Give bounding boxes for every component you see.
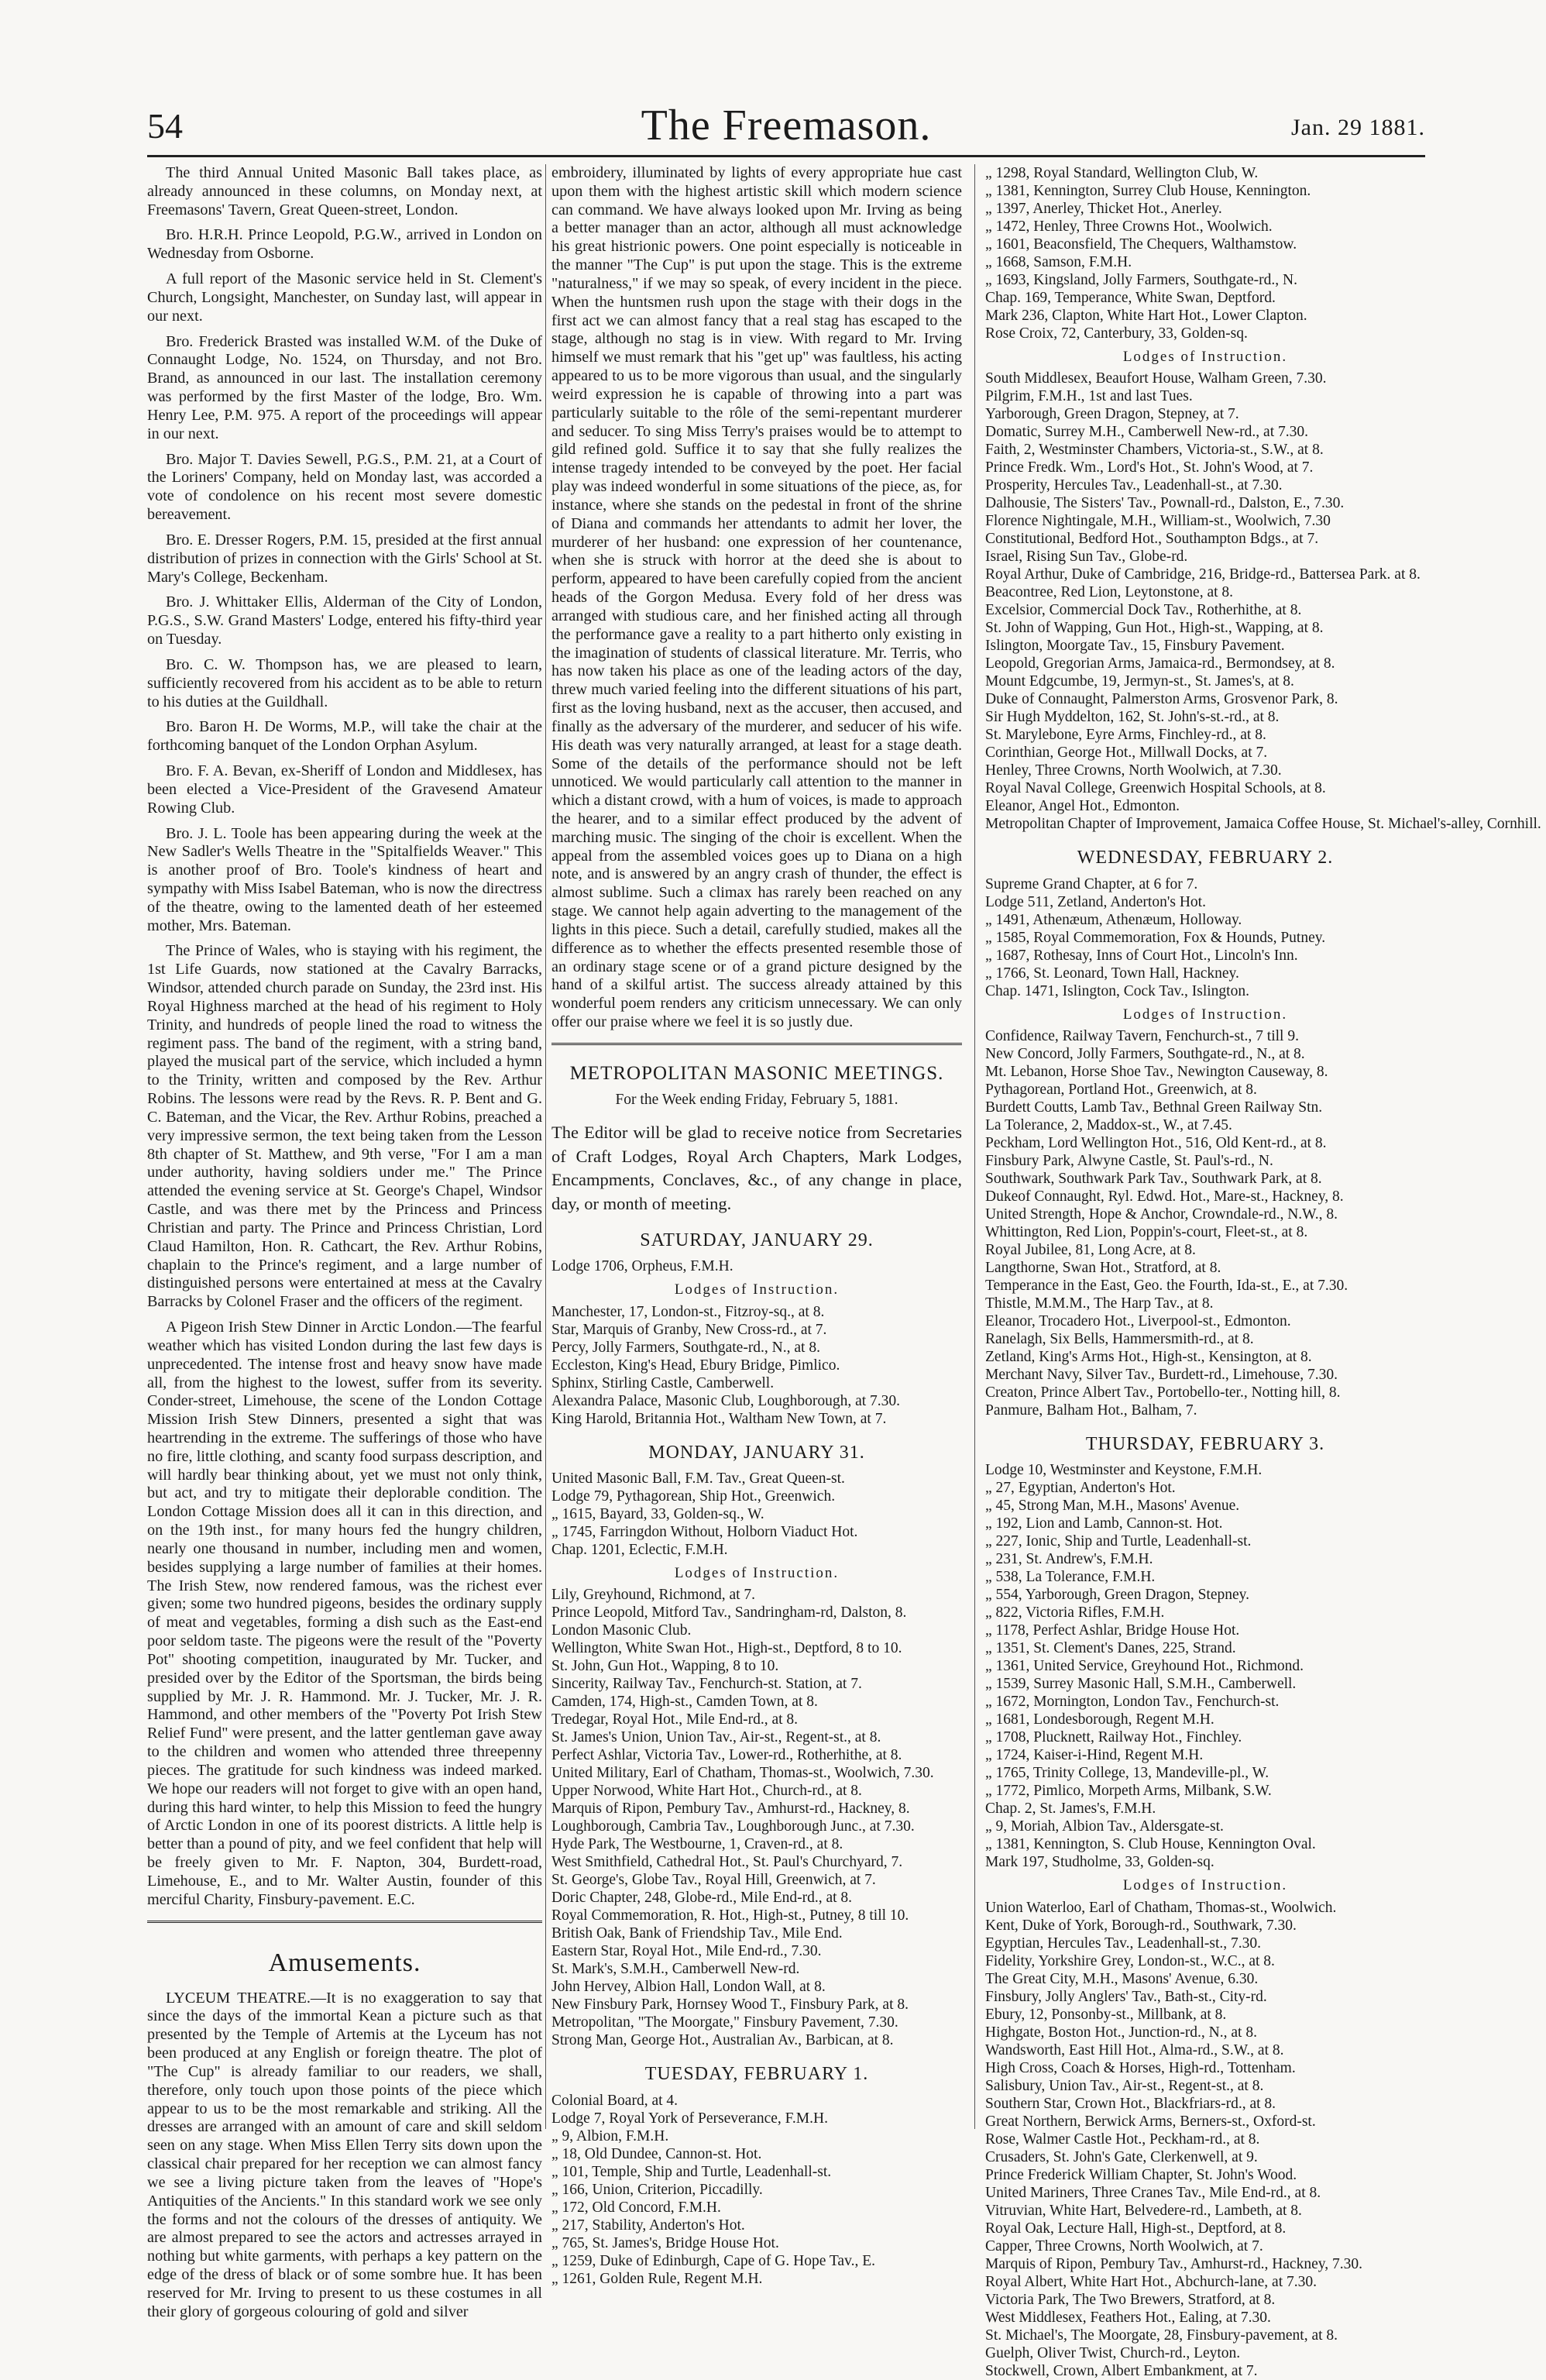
day-heading: THURSDAY, FEBRUARY 3.	[1085, 1434, 1325, 1455]
list-item: „ 9, Moriah, Albion Tav., Aldersgate-st.	[985, 1818, 1224, 1835]
amusements-title: Amusements.	[268, 1948, 421, 1977]
list-item: West Middlesex, Feathers Hot., Ealing, at 7.30.	[985, 2309, 1271, 2326]
news-paragraph: A full report of the Masonic service held in St. Clement's Church, Longsight, Manchester, on Sunday last, will appear in our next.	[147, 270, 542, 325]
list-item: Sphinx, Stirling Castle, Camberwell.	[551, 1374, 775, 1391]
news-paragraph: Bro. F. A. Bevan, ex-Sheriff of London and Middlesex, has been elected a Vice-President of the Gravesend Amateur Rowing Club.	[147, 762, 542, 817]
column-1	[147, 164, 542, 2329]
list-item: Eastern Star, Royal Hot., Mile End-rd., 7.30.	[551, 1943, 822, 1960]
issue-date: Jan. 29 1881.	[1291, 115, 1425, 140]
list-item: Alexandra Palace, Masonic Club, Loughborough, at 7.30.	[551, 1392, 901, 1409]
list-item: Doric Chapter, 248, Globe-rd., Mile End-rd., at 8.	[551, 1890, 853, 1907]
list-item: „ 1772, Pimlico, Morpeth Arms, Milbank, S.W.	[985, 1783, 1272, 1800]
list-item: The Great City, M.H., Masons' Avenue, 6.30.	[985, 1970, 1259, 1987]
list-item: New Concord, Jolly Farmers, Southgate-rd., N., at 8.	[985, 1046, 1305, 1063]
list-item: Merchant Navy, Silver Tav., Burdett-rd., Limehouse, 7.30.	[985, 1367, 1338, 1384]
list-item: Confidence, Railway Tavern, Fenchurch-st., 7 till 9.	[985, 1028, 1299, 1045]
meeting-list	[551, 2092, 962, 2288]
list-item: St. Michael's, The Moorgate, 28, Finsbury-pavement, at 8.	[985, 2327, 1338, 2344]
news-paragraph: A Pigeon Irish Stew Dinner in Arctic London.—The fearful weather which has visited London during the last few days is unprecedented. The intense frost and heavy snow have made all, from the highest to the lowest, suffer from its severity. Conder-street, Limehouse, the scene of the London Cottage Mission Irish Stew Dinners, presented a sight that was heartrending in the extreme. The sufferings of those who have no fire, little clothing, and scanty food surpass description, and will hardly bear thinking about, yet we must not only think, but act, and try to mitigate their deplorable condition. The London Cottage Mission does all it can in this direction, and on the 19th inst., for many hours fed the hungry children, nearly one thousand in number, including men and women, besides supplying a large number of families at their homes. The Irish Stew, now rendered famous, was the richest ever given; some two hundred pigeons, besides the ordinary supply of meat and vegetables, forming a dish such as the East-end poor seldom taste. The pigeons were the result of the "Poverty Pot" shooting competition, inaugurated by Mr. Tucker, and presided over by the Editor of the Sportsman, the birds being supplied by Mr. J. R. Hammond. Mr. J. Tucker, Mr. J. R. Hammond, and other members of the "Poverty Pot Irish Stew Relief Fund" were present, and the latter gentleman gave away to the children and women who attended three threepenny pieces. The gratitude for such kindness was indeed marked. We hope our readers will not forget to give with an open hand, during this hard winter, to help this Mission to feed the hungry of Arctic London in one of its poorest districts. A little help is better than a pound of pity, and we feel confident that help will be freely given to Mr. F. Napton, 304, Burdett-road, Limehouse, E., and to Mr. Walter Austin, founder of this merciful Charity, Finsbury-pavement. E.C.	[147, 1319, 542, 1908]
instruction-list	[985, 370, 1541, 833]
list-item: Egyptian, Hercules Tav., Leadenhall-st., 7.30.	[985, 1935, 1262, 1952]
list-item: Whittington, Red Lion, Poppin's-court, Fleet-st., at 8.	[985, 1224, 1308, 1241]
column-divider	[974, 164, 975, 2129]
news-paragraph: Bro. J. Whittaker Ellis, Alderman of the City of London, P.G.S., S.W. Grand Masters' Lodge, entered his fifty-third year on Tuesday.	[147, 593, 542, 648]
list-item: Crusaders, St. John's Gate, Clerkenwell, at 9.	[985, 2148, 1258, 2165]
list-item: St. James's Union, Union Tav., Air-st., Regent-st., at 8.	[551, 1729, 881, 1746]
list-item: Wellington, White Swan Hot., High-st., Deptford, 8 to 10.	[551, 1640, 902, 1657]
list-item: Israel, Rising Sun Tav., Globe-rd.	[985, 549, 1188, 566]
section-rule	[147, 1921, 542, 1926]
list-item: Manchester, 17, London-st., Fitzroy-sq., at 8.	[551, 1303, 825, 1320]
list-item: United Strength, Hope & Anchor, Crowndale-rd., N.W., 8.	[985, 1206, 1338, 1223]
list-item: Marquis of Ripon, Pembury Tav., Amhurst-rd., Hackney, 8.	[551, 1800, 910, 1818]
list-item: „ 1381, Kennington, Surrey Club House, Kennington.	[985, 183, 1311, 199]
list-item: Ranelagh, Six Bells, Hammersmith-rd., at 8.	[985, 1331, 1254, 1348]
list-item: Metropolitan, "The Moorgate," Finsbury Pavement, 7.30.	[551, 2014, 898, 2031]
list-item: Royal Commemoration, R. Hot., High-st., Putney, 8 till 10.	[551, 1907, 909, 1924]
list-item: Vitruvian, White Hart, Belvedere-rd., Lambeth, at 8.	[985, 2202, 1302, 2219]
list-item: Eccleston, King's Head, Ebury Bridge, Pimlico.	[551, 1357, 840, 1374]
list-item: „ 18, Old Dundee, Cannon-st. Hot.	[551, 2145, 762, 2162]
list-item: „ 217, Stability, Anderton's Hot.	[551, 2217, 745, 2234]
list-item: Royal Jubilee, 81, Long Acre, at 8.	[985, 1242, 1196, 1259]
list-item: „ 822, Victoria Rifles, F.M.H.	[985, 1604, 1165, 1622]
instruction-heading: Lodges of Instruction.	[1122, 349, 1288, 365]
list-item: Prince Fredk. Wm., Lord's Hot., St. John's Wood, at 7.	[985, 459, 1314, 476]
instruction-heading: Lodges of Instruction.	[1122, 1877, 1288, 1894]
list-item: „ 1178, Perfect Ashlar, Bridge House Hot.	[985, 1622, 1240, 1639]
list-item: „ 1601, Beaconsfield, The Chequers, Walthamstow.	[985, 236, 1297, 253]
meeting-list	[551, 1257, 962, 1275]
list-item: Domatic, Surrey M.H., Camberwell New-rd., at 7.30.	[985, 424, 1308, 441]
list-item: Union Waterloo, Earl of Chatham, Thomas-st., Woolwich.	[985, 1899, 1337, 1916]
meetings-subtitle: For the Week ending Friday, February 5, 1881.	[615, 1092, 898, 1109]
list-item: Pilgrim, F.M.H., 1st and last Tues.	[985, 388, 1193, 405]
masthead-rule	[147, 155, 1425, 157]
news-paragraph: Bro. J. L. Toole has been appearing during the week at the New Sadler's Wells Theatre in the "Spitalfields Weaver." This is another proof of Bro. Toole's kindness of heart and sympathy with Miss Isabel Bateman, who is now the directress of the theatre, owing to the lamented death of her esteemed mother, Mrs. Bateman.	[147, 824, 542, 934]
list-item: United Masonic Ball, F.M. Tav., Great Queen-st.	[551, 1470, 845, 1487]
day-heading: TUESDAY, FEBRUARY 1.	[644, 2064, 869, 2085]
list-item: Fidelity, Yorkshire Grey, London-st., W.C., at 8.	[985, 1952, 1275, 1969]
list-item: Pythagorean, Portland Hot., Greenwich, at 8.	[985, 1082, 1257, 1099]
list-item: Camden, 174, High-st., Camden Town, at 8.	[551, 1694, 818, 1711]
list-item: High Cross, Coach & Horses, High-rd., Tottenham.	[985, 2059, 1296, 2076]
list-item: St. John, Gun Hot., Wapping, 8 to 10.	[551, 1658, 779, 1675]
list-item: West Smithfield, Cathedral Hot., St. Paul's Churchyard, 7.	[551, 1854, 903, 1871]
list-item: Lodge 511, Zetland, Anderton's Hot.	[985, 893, 1206, 910]
list-item: „ 1681, Londesborough, Regent M.H.	[985, 1711, 1214, 1728]
list-item: Ebury, 12, Ponsonby-st., Millbank, at 8.	[985, 2006, 1227, 2023]
list-item: „ 9, Albion, F.M.H.	[551, 2127, 669, 2144]
list-item: Beacontree, Red Lion, Leytonstone, at 8.	[985, 584, 1234, 601]
meeting-list	[985, 1461, 1425, 1871]
list-item: „ 101, Temple, Ship and Turtle, Leadenhall-st.	[551, 2163, 832, 2180]
list-item: Islington, Moorgate Tav., 15, Finsbury Pavement.	[985, 638, 1285, 655]
news-paragraph: The third Annual United Masonic Ball takes place, as already announced in these columns, on Monday next, at Freemasons' Tavern, Great Queen-street, London.	[147, 164, 542, 218]
list-item: Mark 236, Clapton, White Hart Hot., Lower Clapton.	[985, 308, 1307, 324]
list-item: Lodge 10, Westminster and Keystone, F.M.H.	[985, 1462, 1263, 1479]
list-item: „ 1724, Kaiser-i-Hind, Regent M.H.	[985, 1747, 1204, 1764]
list-item: „ 1361, United Service, Greyhound Hot., Richmond.	[985, 1658, 1304, 1675]
list-item: „ 1615, Bayard, 33, Golden-sq., W.	[551, 1505, 764, 1522]
instruction-list	[985, 1027, 1425, 1419]
day-heading: MONDAY, JANUARY 31.	[648, 1442, 865, 1463]
list-item: „ 765, St. James's, Bridge House Hot.	[551, 2234, 779, 2251]
list-item: Burdett Coutts, Lamb Tav., Bethnal Green Railway Stn.	[985, 1099, 1323, 1116]
list-item: Lodge 1706, Orpheus, F.M.H.	[551, 1258, 733, 1275]
meeting-list	[985, 875, 1425, 1000]
list-item: „ 192, Lion and Lamb, Cannon-st. Hot.	[985, 1515, 1223, 1532]
list-item: „ 554, Yarborough, Green Dragon, Stepney.	[985, 1587, 1250, 1604]
page-number: 54	[147, 106, 183, 146]
list-item: St. John of Wapping, Gun Hot., High-st., Wapping, at 8.	[985, 620, 1324, 637]
list-item: Royal Arthur, Duke of Cambridge, 216, Bridge-rd., Battersea Park. at 8.	[985, 566, 1421, 583]
list-item: King Harold, Britannia Hot., Waltham New Town, at 7.	[551, 1410, 887, 1427]
news-paragraph: Bro. H.R.H. Prince Leopold, P.G.W., arrived in London on Wednesday from Osborne.	[147, 226, 542, 263]
list-item: Prince Frederick William Chapter, St. John's Wood.	[985, 2166, 1297, 2183]
list-item: United Mariners, Three Cranes Tav., Mile End-rd., at 8.	[985, 2184, 1321, 2201]
list-item: Southwark, Southwark Park Tav., Southwark Park, at 8.	[985, 1171, 1322, 1188]
list-item: Kent, Duke of York, Borough-rd., Southwark, 7.30.	[985, 1917, 1297, 1934]
list-item: Langthorne, Swan Hot., Stratford, at 8.	[985, 1260, 1221, 1277]
list-item: Great Northern, Berwick Arms, Berners-st., Oxford-st.	[985, 2113, 1316, 2130]
list-item: Royal Albert, White Hart Hot., Abchurch-lane, at 7.30.	[985, 2273, 1317, 2290]
list-item: Lodge 7, Royal York of Perseverance, F.M.H.	[551, 2110, 828, 2127]
review-continuation: embroidery, illuminated by lights of every appropriate hue cast upon them with the highest artistic skill which modern science can command. We have always looked upon Mr. Irving as being a better manager than an actor, although all must acknowledge his great histrionic powers. One point especially is noticeable in the manner "The Cup" is put upon the stage. This is the extreme "naturalness," if we may so speak, of every incident in the piece. When the huntsmen rush upon the stage with their dogs in the first act we can almost fancy that a real stag has escaped to the stage, although no stag is in view. With regard to Mr. Irving himself we must remark that his "get up" was faultless, his acting appeared to us to be more vigorous than usual, and the singularly weird expression he is capable of throwing into a part was particularly suitable to the rôle of the semi-repentant murderer and seducer. To sing Miss Terry's praises would be to attempt to gild refined gold. Suffice it to say that she fully realizes the intense tragedy intended to be conveyed by the poet. Her facial play was indeed wonderful in some situations of the piece, as, for instance, where she stands on the pedestal in front of the shrine of Diana and commands her attendants to admit her lover, the murderer of her husband: one expression of her countenance, when she is struck with horror at the deed she is about to perform, appeared to have been carefully copied from the ancient heads of the Gorgon Medusa. Every fold of her dress was arranged with studious care, and her finished acting all through the performance gave a reality to a part hitherto only existing in the imagination of students of classical literature. Mr. Terris, who has now taken his place as one of the leading actors of the day, threw much varied feeling into the different situations of his part, first as the loving husband, next as the accuser, then accused, and finally as the adversary of the murderer, and seducer of his wife. His death was very naturally arranged, at least for a stage death. Some of the details of the performance should not be left unnoticed. We would particularly call attention to the manner in which a distant crowd, with a hum of voices, is made to approach the hearer, and to a similar effect produced by the advent of marching music. The singing of the choir is excellent. When the appeal from the assembled voices goes up to Diana on a high note, and is answered by an angry crash of thunder, the effect is almost sublime. Such a climax has rarely been reached on any stage. We cannot help again adverting to the management of the lights in this piece. Such a detail, carefully studied, makes all the difference as to whether the effects presented resemble those of an ordinary stage scene or of a grand picture designed by the hand of a skilful artist. The success already attained by this wonderful poem renders any criticism unnecessary. We can only offer our praise where we feel it is so justly due.	[551, 164, 962, 1031]
instruction-list	[985, 1899, 1425, 2380]
meeting-list	[985, 164, 1425, 342]
list-item: St. Mark's, S.M.H., Camberwell New-rd.	[551, 1961, 800, 1978]
news-paragraphs	[147, 164, 542, 1910]
list-item: Faith, 2, Westminster Chambers, Victoria-st., S.W., at 8.	[985, 442, 1324, 459]
instruction-heading: Lodges of Instruction.	[1122, 1006, 1288, 1023]
list-item: Excelsior, Commercial Dock Tav., Rotherhithe, at 8.	[985, 602, 1302, 619]
list-item: Percy, Jolly Farmers, Southgate-rd., N., at 8.	[551, 1339, 820, 1356]
list-item: „ 538, La Tolerance, F.M.H.	[985, 1569, 1156, 1586]
list-item: „ 1672, Mornington, London Tav., Fenchurch-st.	[985, 1694, 1280, 1711]
list-item: New Finsbury Park, Hornsey Wood T., Finsbury Park, at 8.	[551, 1997, 909, 2014]
list-item: Victoria Park, The Two Brewers, Stratford, at 8.	[985, 2291, 1276, 2308]
list-item: „ 172, Old Concord, F.M.H.	[551, 2199, 721, 2216]
list-item: Stockwell, Crown, Albert Embankment, at 7.	[985, 2362, 1258, 2379]
paper-title: The Freemason.	[641, 101, 932, 150]
list-item: Henley, Three Crowns, North Woolwich, at 7.30.	[985, 762, 1282, 779]
list-item: Creaton, Prince Albert Tav., Portobello-ter., Notting hill, 8.	[985, 1384, 1341, 1402]
list-item: „ 27, Egyptian, Anderton's Hot.	[985, 1480, 1176, 1497]
list-item: Chap. 1201, Eclectic, F.M.H.	[551, 1541, 728, 1558]
list-item: Rose Croix, 72, Canterbury, 33, Golden-sq.	[985, 325, 1248, 342]
instruction-heading: Lodges of Instruction.	[674, 1281, 840, 1298]
list-item: Mt. Lebanon, Horse Shoe Tav., Newington Causeway, 8.	[985, 1064, 1328, 1081]
list-item: „ 1351, St. Clement's Danes, 225, Strand.	[985, 1640, 1236, 1657]
instruction-list	[551, 1303, 962, 1428]
list-item: Temperance in the East, Geo. the Fourth, Ida-st., E., at 7.30.	[985, 1278, 1348, 1295]
section-rule	[551, 1043, 962, 1048]
list-item: „ 231, St. Andrew's, F.M.H.	[985, 1551, 1153, 1568]
list-item: Eleanor, Trocadero Hot., Liverpool-st., Edmonton.	[985, 1313, 1291, 1330]
list-item: Royal Oak, Lecture Hall, High-st., Deptford, at 8.	[985, 2220, 1287, 2237]
list-item: Loughborough, Cambria Tav., Loughborough Junc., at 7.30.	[551, 1818, 915, 1835]
day-heading: SATURDAY, JANUARY 29.	[640, 1230, 874, 1250]
news-paragraph: The Prince of Wales, who is staying with his regiment, the 1st Life Guards, now stationed at the Cavalry Barracks, Windsor, attended church parade on Sunday, the 23rd inst. His Royal Highness marched at the head of his regiment to Holy Trinity, and hundreds of people lined the road to witness the regiment pass. The band of the regiment, with a string band, played the musical part of the service, which included a hymn to the Trinity, written and composed by the Rev. Arthur Robins. The lessons were read by the Revs. R. P. Bent and G. C. Bateman, and the Vicar, the Rev. Arthur Robins, preached a very impressive sermon, the text being taken from the Lesson 8th chapter of St. Matthew, and 9th verse, "For I am a man under authority, having soldiers under me." The Prince attended the evening service at St. George's Chapel, Windsor Castle, and was there met by the Princess and Princess Christian and party. The Prince and Princess Christian, Lord Claud Hamilton, Hon. R. Cathcart, the Rev. Arthur Robins, chaplain to the Prince's regiment, and a large number of distinguished persons were entertained at mess at the Cavalry Barracks by Colonel Fraser and the officers of the regiment.	[147, 942, 542, 1311]
list-item: Strong Man, George Hot., Australian Av., Barbican, at 8.	[551, 2032, 894, 2049]
list-item: Sincerity, Railway Tav., Fenchurch-st. Station, at 7.	[551, 1676, 862, 1693]
list-item: Lily, Greyhound, Richmond, at 7.	[551, 1587, 756, 1604]
list-item: „ 1259, Duke of Edinburgh, Cape of G. Hope Tav., E.	[551, 2252, 875, 2269]
list-item: St. George's, Globe Tav., Royal Hill, Greenwich, at 7.	[551, 1872, 876, 1889]
column-2	[551, 164, 962, 2288]
list-item: „ 1687, Rothesay, Inns of Court Hot., Lincoln's Inn.	[985, 947, 1298, 964]
list-item: John Hervey, Albion Hall, London Wall, at 8.	[551, 1979, 826, 1996]
list-item: Zetland, King's Arms Hot., High-st., Kensington, at 8.	[985, 1349, 1312, 1366]
list-item: „ 166, Union, Criterion, Piccadilly.	[551, 2181, 763, 2198]
list-item: British Oak, Bank of Friendship Tav., Mile End.	[551, 1925, 843, 1942]
list-item: Tredegar, Royal Hot., Mile End-rd., at 8.	[551, 1711, 799, 1728]
list-item: Metropolitan Chapter of Improvement, Jamaica Coffee House, St. Michael's-alley, Cornhill.	[985, 816, 1541, 833]
list-item: St. Marylebone, Eyre Arms, Finchley-rd., at 8.	[985, 727, 1266, 744]
list-item: Capper, Three Crowns, North Woolwich, at 7.	[985, 2237, 1263, 2254]
list-item: London Masonic Club.	[551, 1622, 692, 1639]
instruction-list	[551, 1586, 962, 2049]
list-item: „ 1491, Athenæum, Athenæum, Holloway.	[985, 911, 1242, 928]
amusements-paragraph: LYCEUM THEATRE.—It is no exaggeration to say that since the days of the immortal Kean a picture such as that presented by the Temple of Artemis at the Lyceum has not been produced at any English or foreign theatre. The plot of "The Cup" is already familiar to our readers, we shall, therefore, only touch upon those points of the piece which appear to us to be the most remarkable and striking. All the dresses are arranged with an amount of care and skill seldom seen on any stage. When Miss Ellen Terry sits down upon the classical chair prepared for her reception we can almost fancy we see a living picture taken from the leaves of "Hope's Antiquities of the Ancients." In this standard work we see only the forms and not the colours of the dresses of antiquity. We are almost prepared to see the actors and actresses arrayed in nothing but white garments, with perhaps a key pattern on the edge of the dress of black or of some sombre hue. It has been reserved for Mr. Irving to present to us these costumes in all their glory of gorgeous colouring of gold and silver	[147, 1989, 542, 2320]
instruction-heading: Lodges of Instruction.	[674, 1564, 840, 1581]
list-item: Chap. 1471, Islington, Cock Tav., Islington.	[985, 982, 1249, 999]
list-item: Mount Edgcumbe, 19, Jermyn-st., St. James's, at 8.	[985, 673, 1294, 690]
list-item: Upper Norwood, White Hart Hot., Church-rd., at 8.	[551, 1783, 862, 1800]
editor-notice: The Editor will be glad to receive notice from Secretaries of Craft Lodges, Royal Arch Chapters, Mark Lodges, Encampments, Conclaves, &c., of any change in place, day, or month of meeting.	[551, 1123, 962, 1213]
news-paragraph: Bro. Baron H. De Worms, M.P., will take the chair at the forthcoming banquet of the London Orphan Asylum.	[147, 718, 542, 755]
column-divider	[545, 164, 546, 2129]
news-paragraph: Bro. Major T. Davies Sewell, P.G.S., P.M. 21, at a Court of the Loriners' Company, held on Monday last, was accorded a vote of condolence on his recent most severe domestic bereavement.	[147, 450, 542, 524]
news-paragraph: Bro. Frederick Brasted was installed W.M. of the Duke of Connaught Lodge, No. 1524, on Thursday, and not Bro. Brand, as announced in our last. The installation ceremony was performed by the first Master of the lodge, Bro. Wm. Henry Lee, P.M. 975. A report of the proceedings will appear in our next.	[147, 332, 542, 442]
news-paragraph: Bro. E. Dresser Rogers, P.M. 15, presided at the first annual distribution of prizes in connection with the Girls' School at St. Mary's College, Beckenham.	[147, 531, 542, 586]
news-paragraph: Bro. C. W. Thompson has, we are pleased to learn, sufficiently recovered from his accident as to be able to return to his duties at the Guildhall.	[147, 655, 542, 710]
list-item: „ 1668, Samson, F.M.H.	[985, 254, 1132, 270]
list-item: United Military, Earl of Chatham, Thomas-st., Woolwich, 7.30.	[551, 1765, 934, 1782]
list-item: South Middlesex, Beaufort House, Walham Green, 7.30.	[985, 370, 1327, 387]
list-item: Eleanor, Angel Hot., Edmonton.	[985, 798, 1180, 815]
meetings-title: METROPOLITAN MASONIC MEETINGS.	[569, 1062, 944, 1084]
day-heading: WEDNESDAY, FEBRUARY 2.	[1077, 848, 1334, 868]
list-item: Peckham, Lord Wellington Hot., 516, Old Kent-rd., at 8.	[985, 1135, 1327, 1152]
list-item: „ 1381, Kennington, S. Club House, Kennington Oval.	[985, 1836, 1316, 1853]
list-item: Prosperity, Hercules Tav., Leadenhall-st., at 7.30.	[985, 477, 1283, 494]
list-item: Royal Naval College, Greenwich Hospital Schools, at 8.	[985, 780, 1326, 797]
list-item: Supreme Grand Chapter, at 6 for 7.	[985, 875, 1198, 892]
list-item: Finsbury, Jolly Anglers' Tav., Bath-st., City-rd.	[985, 1988, 1267, 2005]
list-item: Star, Marquis of Granby, New Cross-rd., at 7.	[551, 1321, 827, 1338]
list-item: Florence Nightingale, M.H., William-st., Woolwich, 7.30	[985, 513, 1331, 530]
list-item: Dalhousie, The Sisters' Tav., Pownall-rd., Dalston, E., 7.30.	[985, 495, 1345, 512]
list-item: Yarborough, Green Dragon, Stepney, at 7.	[985, 406, 1239, 423]
list-item: „ 1765, Trinity College, 13, Mandeville-pl., W.	[985, 1765, 1269, 1782]
list-item: Dukeof Connaught, Ryl. Edwd. Hot., Mare-st., Hackney, 8.	[985, 1188, 1344, 1205]
list-item: Chap. 2, St. James's, F.M.H.	[985, 1800, 1156, 1818]
list-item: „ 227, Ionic, Ship and Turtle, Leadenhall-st.	[985, 1533, 1252, 1550]
column-3	[985, 164, 1541, 2380]
list-item: Prince Leopold, Mitford Tav., Sandringham-rd, Dalston, 8.	[551, 1604, 907, 1622]
list-item: „ 1766, St. Leonard, Town Hall, Hackney.	[985, 965, 1239, 982]
list-item: Finsbury Park, Alwyne Castle, St. Paul's-rd., N.	[985, 1153, 1273, 1170]
list-item: Duke of Connaught, Palmerston Arms, Grosvenor Park, 8.	[985, 691, 1338, 708]
list-item: Perfect Ashlar, Victoria Tav., Lower-rd., Rotherhithe, at 8.	[551, 1747, 902, 1764]
list-item: Corinthian, George Hot., Millwall Docks, at 7.	[985, 745, 1268, 762]
list-item: Wandsworth, East Hill Hot., Alma-rd., S.W., at 8.	[985, 2041, 1284, 2058]
list-item: „ 1708, Plucknett, Railway Hot., Finchley.	[985, 1729, 1242, 1746]
list-item: Guelph, Oliver Twist, Church-rd., Leyton.	[985, 2344, 1241, 2361]
list-item: „ 1585, Royal Commemoration, Fox & Hounds, Putney.	[985, 929, 1326, 946]
list-item: „ 1261, Golden Rule, Regent M.H.	[551, 2270, 763, 2287]
list-item: Colonial Board, at 4.	[551, 2092, 679, 2109]
meeting-list	[551, 1470, 962, 1559]
list-item: Chap. 169, Temperance, White Swan, Deptford.	[985, 290, 1276, 306]
list-item: Lodge 79, Pythagorean, Ship Hot., Greenwich.	[551, 1488, 836, 1505]
list-item: Highgate, Boston Hot., Junction-rd., N., at 8.	[985, 2024, 1257, 2041]
list-item: La Tolerance, 2, Maddox-st., W., at 7.45.	[985, 1117, 1232, 1134]
list-item: Mark 197, Studholme, 33, Golden-sq.	[985, 1854, 1214, 1871]
list-item: Salisbury, Union Tav., Air-st., Regent-st., at 8.	[985, 2077, 1264, 2094]
list-item: „ 1298, Royal Standard, Wellington Club, W.	[985, 165, 1259, 181]
list-item: Panmure, Balham Hot., Balham, 7.	[985, 1402, 1197, 1419]
list-item: „ 1472, Henley, Three Crowns Hot., Woolwich.	[985, 218, 1273, 235]
masthead	[147, 101, 1425, 155]
list-item: Constitutional, Bedford Hot., Southampton Bdgs., at 7.	[985, 531, 1319, 548]
list-item: „ 1539, Surrey Masonic Hall, S.M.H., Camberwell.	[985, 1676, 1297, 1693]
list-item: Leopold, Gregorian Arms, Jamaica-rd., Bermondsey, at 8.	[985, 655, 1335, 672]
list-item: „ 1745, Farringdon Without, Holborn Viaduct Hot.	[551, 1523, 858, 1540]
list-item: Thistle, M.M.M., The Harp Tav., at 8.	[985, 1295, 1214, 1312]
list-item: „ 45, Strong Man, M.H., Masons' Avenue.	[985, 1498, 1240, 1515]
list-item: Sir Hugh Myddelton, 162, St. John's-st.-rd., at 8.	[985, 709, 1280, 726]
list-item: Southern Star, Crown Hot., Blackfriars-rd., at 8.	[985, 2095, 1276, 2112]
list-item: „ 1693, Kingsland, Jolly Farmers, Southgate-rd., N.	[985, 272, 1297, 288]
list-item: Marquis of Ripon, Pembury Tav., Amhurst-rd., Hackney, 7.30.	[985, 2255, 1362, 2272]
list-item: „ 1397, Anerley, Thicket Hot., Anerley.	[985, 201, 1222, 217]
list-item: Hyde Park, The Westbourne, 1, Craven-rd., at 8.	[551, 1836, 843, 1853]
list-item: Rose, Walmer Castle Hot., Peckham-rd., at 8.	[985, 2131, 1260, 2148]
